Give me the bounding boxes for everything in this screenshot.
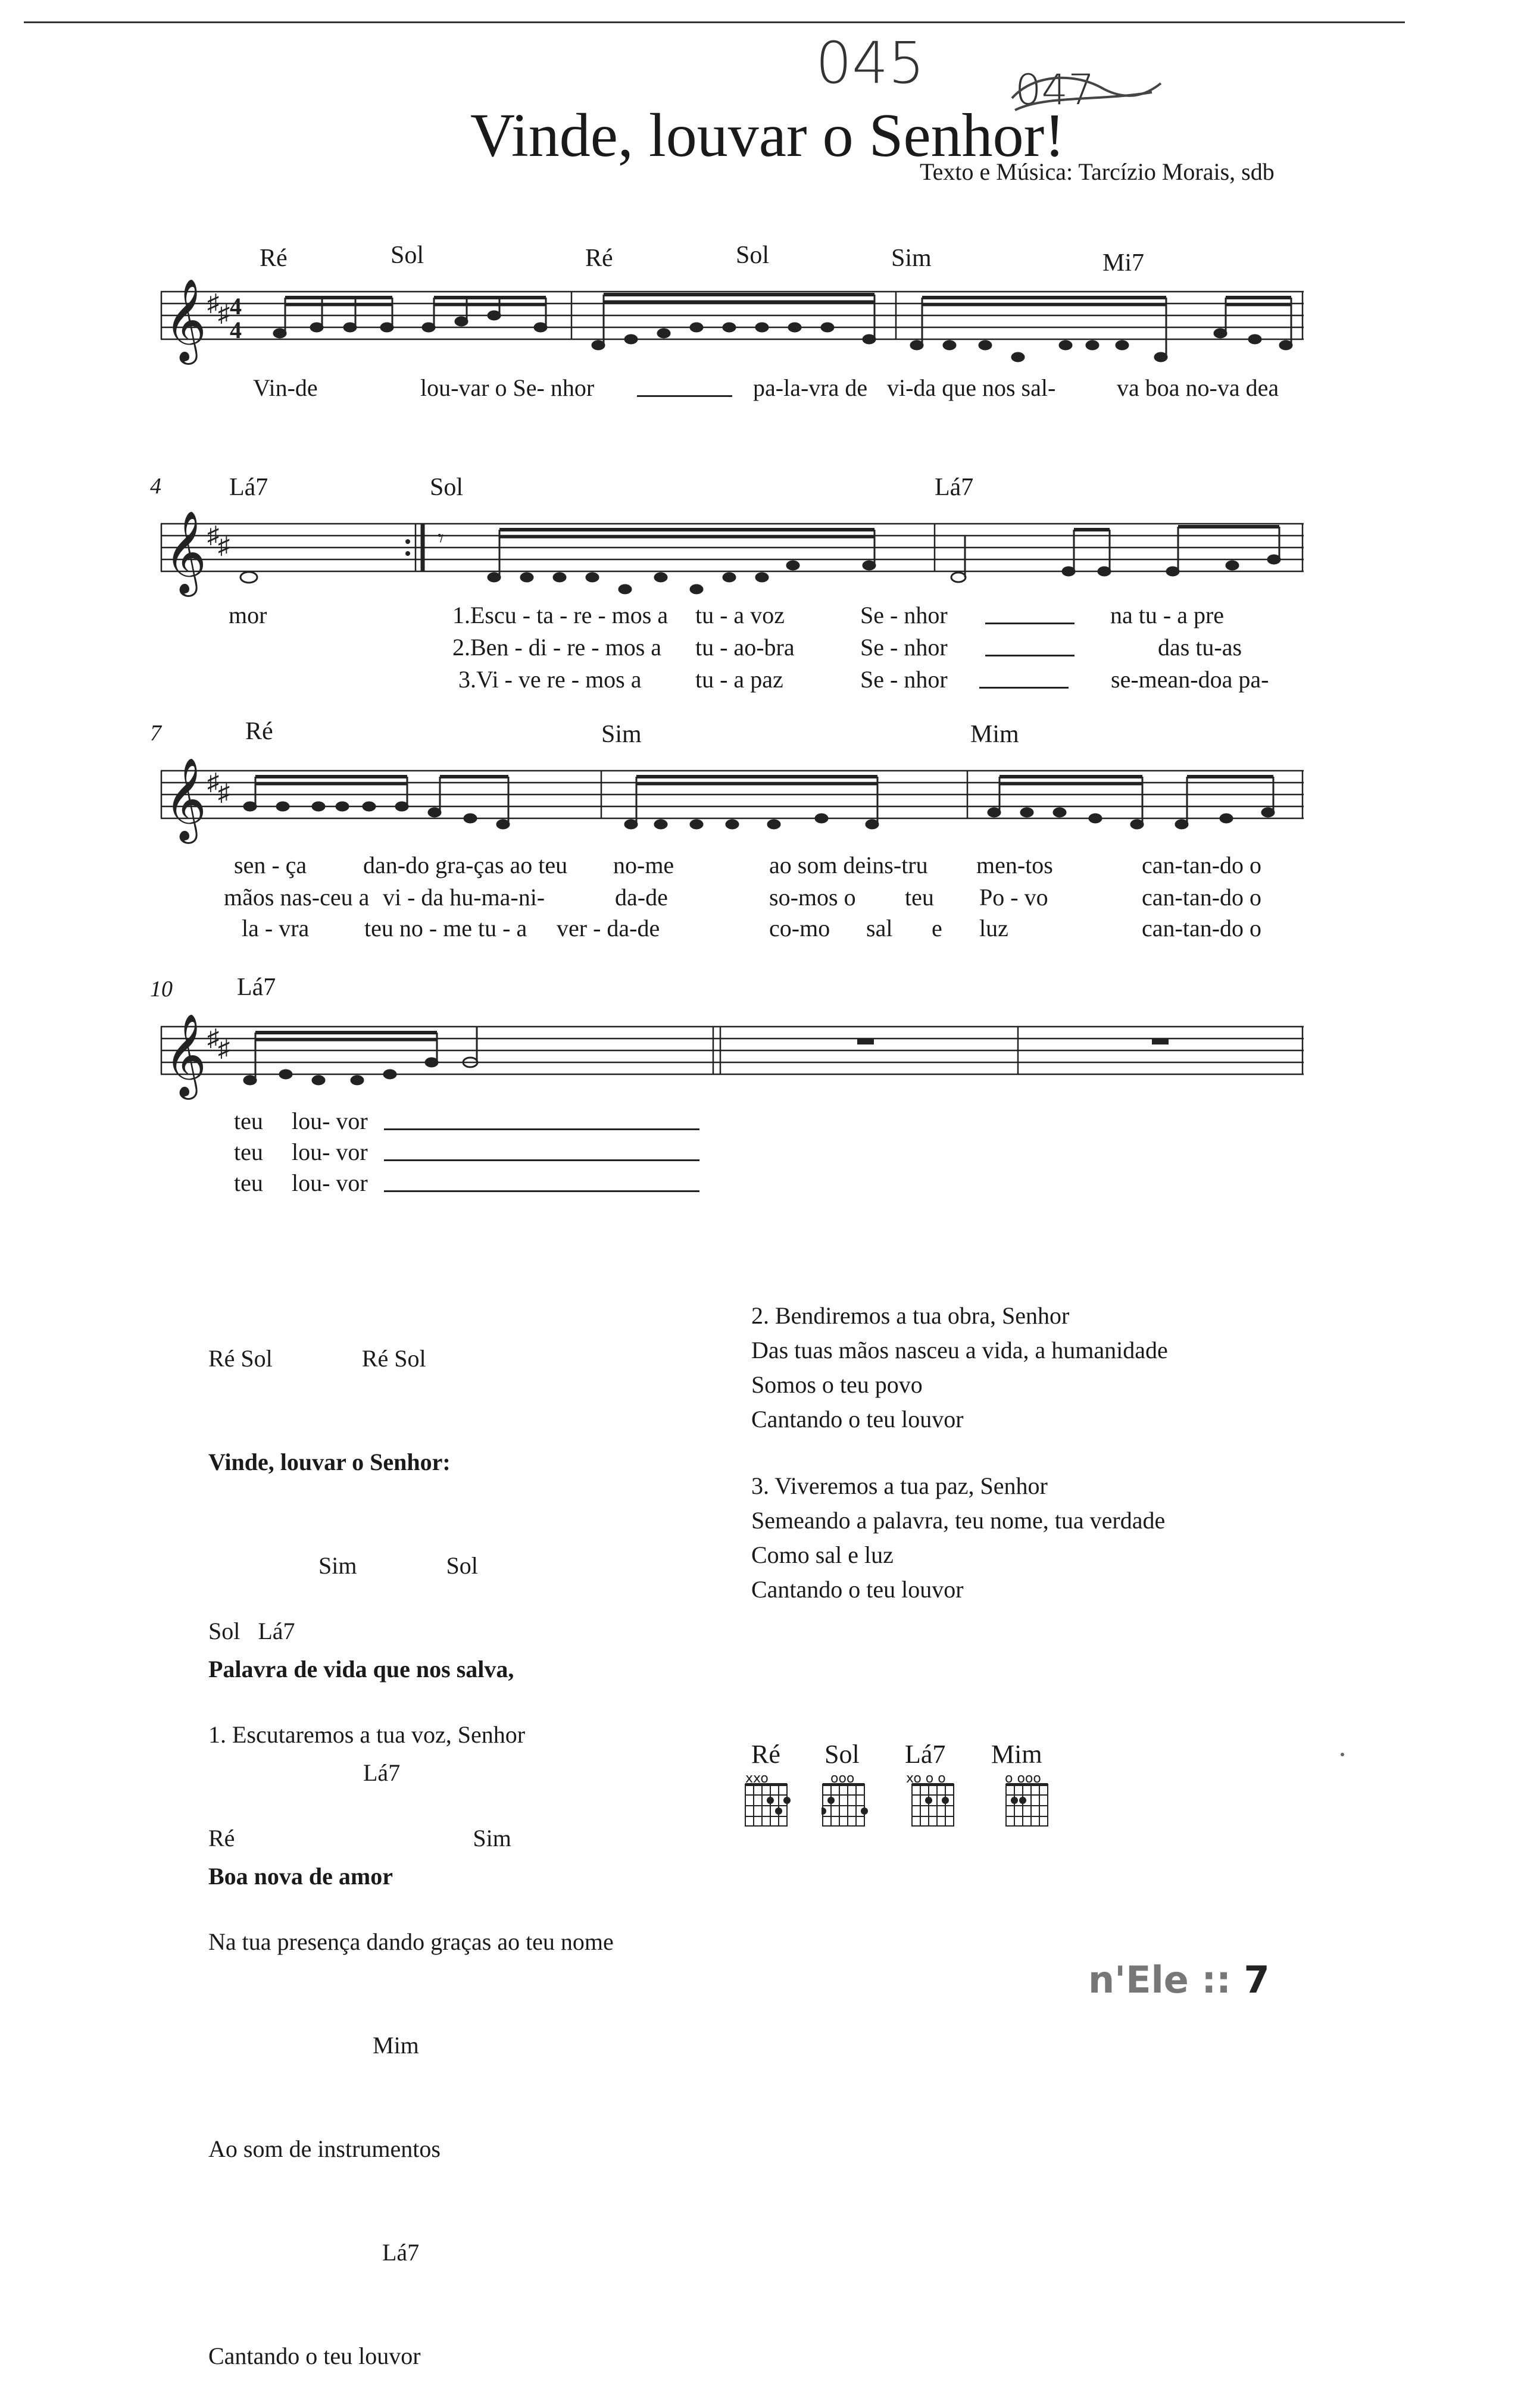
song-title: Vinde, louvar o Senhor! — [470, 101, 1065, 170]
lyric: teu — [234, 1169, 263, 1196]
verse-line: 3. Viveremos a tua paz, Senhor — [751, 1472, 1048, 1499]
chord-line: Sim Sol — [318, 1552, 478, 1579]
staff-system-1 — [161, 280, 1310, 381]
chord-line: Ré Sol Ré Sol — [208, 1345, 426, 1372]
lyric: na tu - a pre — [1110, 602, 1225, 628]
lyric: sen - ça — [234, 852, 307, 878]
lyric: ver - da-de — [557, 915, 660, 942]
chord: Sim — [891, 245, 932, 272]
lyric: men-tos — [976, 852, 1053, 878]
lyric: pa-la-vra de — [753, 374, 868, 401]
verse-line: 2. Bendiremos a tua obra, Senhor — [751, 1302, 1070, 1329]
lyric: lou- vor — [292, 1108, 368, 1134]
chord: Lá7 — [237, 974, 276, 1001]
lyric: ao som deins-tru — [769, 852, 928, 878]
verse-line: Das tuas mãos nasceu a vida, a humanidade — [751, 1337, 1168, 1364]
svg-text:♯: ♯ — [207, 768, 219, 795]
verse-line: Cantando o teu louvor — [751, 1576, 964, 1603]
verse-3-block — [751, 1469, 1165, 1607]
lyric: 1.Escu - ta - re - mos a — [452, 602, 669, 628]
verse-1-block — [208, 1545, 614, 2408]
lyric: can-tan-do o — [1142, 852, 1262, 878]
lyric: teu — [234, 1108, 263, 1134]
string-marks: xxo — [745, 1771, 769, 1786]
svg-text:♯: ♯ — [218, 1035, 230, 1062]
chord: Sim — [601, 721, 642, 748]
svg-text:𝄞: 𝄞 — [164, 1014, 207, 1096]
svg-text:4: 4 — [230, 293, 242, 320]
svg-text:𝄾: 𝄾 — [438, 525, 444, 552]
lyric: teu — [234, 1139, 263, 1165]
verse-line: Ao som de instrumentos — [208, 2135, 441, 2162]
chord: Sol — [736, 242, 770, 269]
lyric: mãos nas-ceu a — [224, 884, 370, 911]
lyric: la - vra — [242, 915, 310, 942]
footer-brand: n'Ele :: — [1088, 1958, 1231, 2002]
staff-system-2 — [161, 512, 1310, 613]
verse-line: 1. Escutaremos a tua voz, Senhor — [208, 1721, 526, 1748]
lyric-extender — [985, 623, 1075, 624]
lyric: Se - nhor — [860, 666, 948, 693]
verse-line: Semeando a palavra, teu nome, tua verdade — [751, 1507, 1166, 1534]
svg-text:4: 4 — [230, 317, 242, 343]
lyric: e — [932, 915, 942, 942]
string-marks: ooo — [830, 1771, 855, 1786]
measure-number: 7 — [150, 721, 161, 746]
lyric: das tu-as — [1158, 634, 1242, 661]
chord-diagram-la7 — [911, 1783, 958, 1831]
lyric: mor — [229, 602, 267, 628]
chord-diagram-label: Sol — [824, 1740, 860, 1769]
chord: Mim — [970, 721, 1019, 748]
chord: Ré — [245, 718, 273, 745]
svg-text:𝄞: 𝄞 — [164, 758, 207, 840]
lyric: lou- vor — [292, 1169, 368, 1196]
svg-text:♯: ♯ — [218, 300, 230, 327]
lyric: luz — [979, 915, 1008, 942]
svg-text:♯: ♯ — [207, 521, 219, 548]
chord-line: Mim — [373, 2032, 419, 2059]
measure-number: 10 — [150, 977, 173, 1002]
lyric: Po - vo — [979, 884, 1048, 911]
verse-line: Somos o teu povo — [751, 1371, 923, 1398]
top-rule — [24, 21, 1405, 23]
lyric: so-mos o — [769, 884, 856, 911]
chord-diagram-label: Ré — [751, 1740, 780, 1769]
refrain-line: Boa nova de amor — [208, 1863, 393, 1890]
svg-text:𝄞: 𝄞 — [164, 279, 207, 361]
lyric: tu - a voz — [695, 602, 785, 628]
measure-number: 4 — [150, 474, 161, 499]
chord: Lá7 — [935, 474, 974, 501]
chord: Lá7 — [229, 474, 268, 501]
chord-line: Ré Sim — [208, 1825, 511, 1852]
lyric: lou-var o Se- nhor — [420, 374, 595, 401]
lyric-extender — [384, 1190, 699, 1192]
chord-line: Sol Lá7 — [208, 1618, 295, 1644]
staff-system-4 — [161, 1015, 1310, 1116]
lyric: vi - da hu-ma-ni- — [383, 884, 545, 911]
lyric: teu — [905, 884, 934, 911]
svg-text:♯: ♯ — [218, 532, 230, 559]
lyric: tu - ao-bra — [695, 634, 795, 661]
song-credit: Texto e Música: Tarcízio Morais, sdb — [920, 158, 1275, 185]
verse-2-block — [751, 1299, 1168, 1437]
chord-diagram-mim — [1005, 1783, 1052, 1831]
chord-line: Lá7 — [363, 1759, 401, 1786]
chord: Mi7 — [1102, 249, 1145, 277]
speck — [1341, 1753, 1344, 1756]
verse-line: Cantando o teu louvor — [751, 1406, 964, 1433]
lyric: dan-do gra-ças ao teu — [363, 852, 568, 878]
lyric: tu - a paz — [695, 666, 783, 693]
svg-text:𝄞: 𝄞 — [164, 511, 207, 593]
lyric: da-de — [615, 884, 668, 911]
chord-diagram-re — [744, 1783, 792, 1831]
verse-line: Como sal e luz — [751, 1541, 894, 1568]
lyric: can-tan-do o — [1142, 884, 1262, 911]
svg-text:♯: ♯ — [207, 289, 219, 316]
svg-text:♯: ♯ — [218, 779, 230, 806]
lyric: 3.Vi - ve re - mos a — [458, 666, 642, 693]
verse-line: Na tua presença dando graças ao teu nome — [208, 1928, 614, 1955]
lyric: can-tan-do o — [1142, 915, 1262, 942]
lyric: Se - nhor — [860, 634, 948, 661]
lyric-extender — [637, 395, 732, 397]
lyric-extender — [985, 655, 1075, 656]
lyric-extender — [384, 1128, 699, 1130]
chord: Ré — [260, 245, 288, 272]
lyric: va boa no-va dea — [1117, 374, 1279, 401]
string-marks: xo o o — [906, 1771, 946, 1786]
chord-line: Lá7 — [382, 2239, 420, 2266]
lyric: Se - nhor — [860, 602, 948, 628]
lyric: Vin-de — [253, 374, 318, 401]
staff-system-3 — [161, 759, 1310, 860]
lyric: co-mo — [769, 915, 830, 942]
lyric: 2.Ben - di - re - mos a — [452, 634, 662, 661]
lyric: sal — [866, 915, 893, 942]
handwritten-number: 045 — [816, 30, 925, 96]
chord-diagram-sol — [822, 1783, 869, 1831]
refrain-line: Vinde, louvar o Senhor: — [208, 1449, 451, 1475]
chord: Sol — [430, 474, 464, 501]
chord: Ré — [585, 245, 613, 272]
chord: Sol — [391, 242, 424, 269]
lyric: teu no - me tu - a — [364, 915, 527, 942]
handwritten-crossed-number: 047 — [1015, 65, 1095, 114]
lyric: vi-da que nos sal- — [887, 374, 1056, 401]
lyric: no-me — [613, 852, 674, 878]
lyric: se-mean-doa pa- — [1111, 666, 1269, 693]
string-marks: o ooo — [1005, 1771, 1041, 1786]
refrain-line: Palavra de vida que nos salva, — [208, 1656, 514, 1683]
lyric-extender — [979, 687, 1069, 689]
svg-text:♯: ♯ — [207, 1024, 219, 1051]
chord-diagram-label: Lá7 — [905, 1740, 946, 1769]
verse-line: Cantando o teu louvor — [208, 2343, 421, 2369]
lyric-extender — [384, 1159, 699, 1161]
chord-diagram-label: Mim — [991, 1740, 1042, 1769]
footer — [1088, 1958, 1270, 2002]
lyric: lou- vor — [292, 1139, 368, 1165]
page-number: 7 — [1244, 1958, 1270, 2002]
